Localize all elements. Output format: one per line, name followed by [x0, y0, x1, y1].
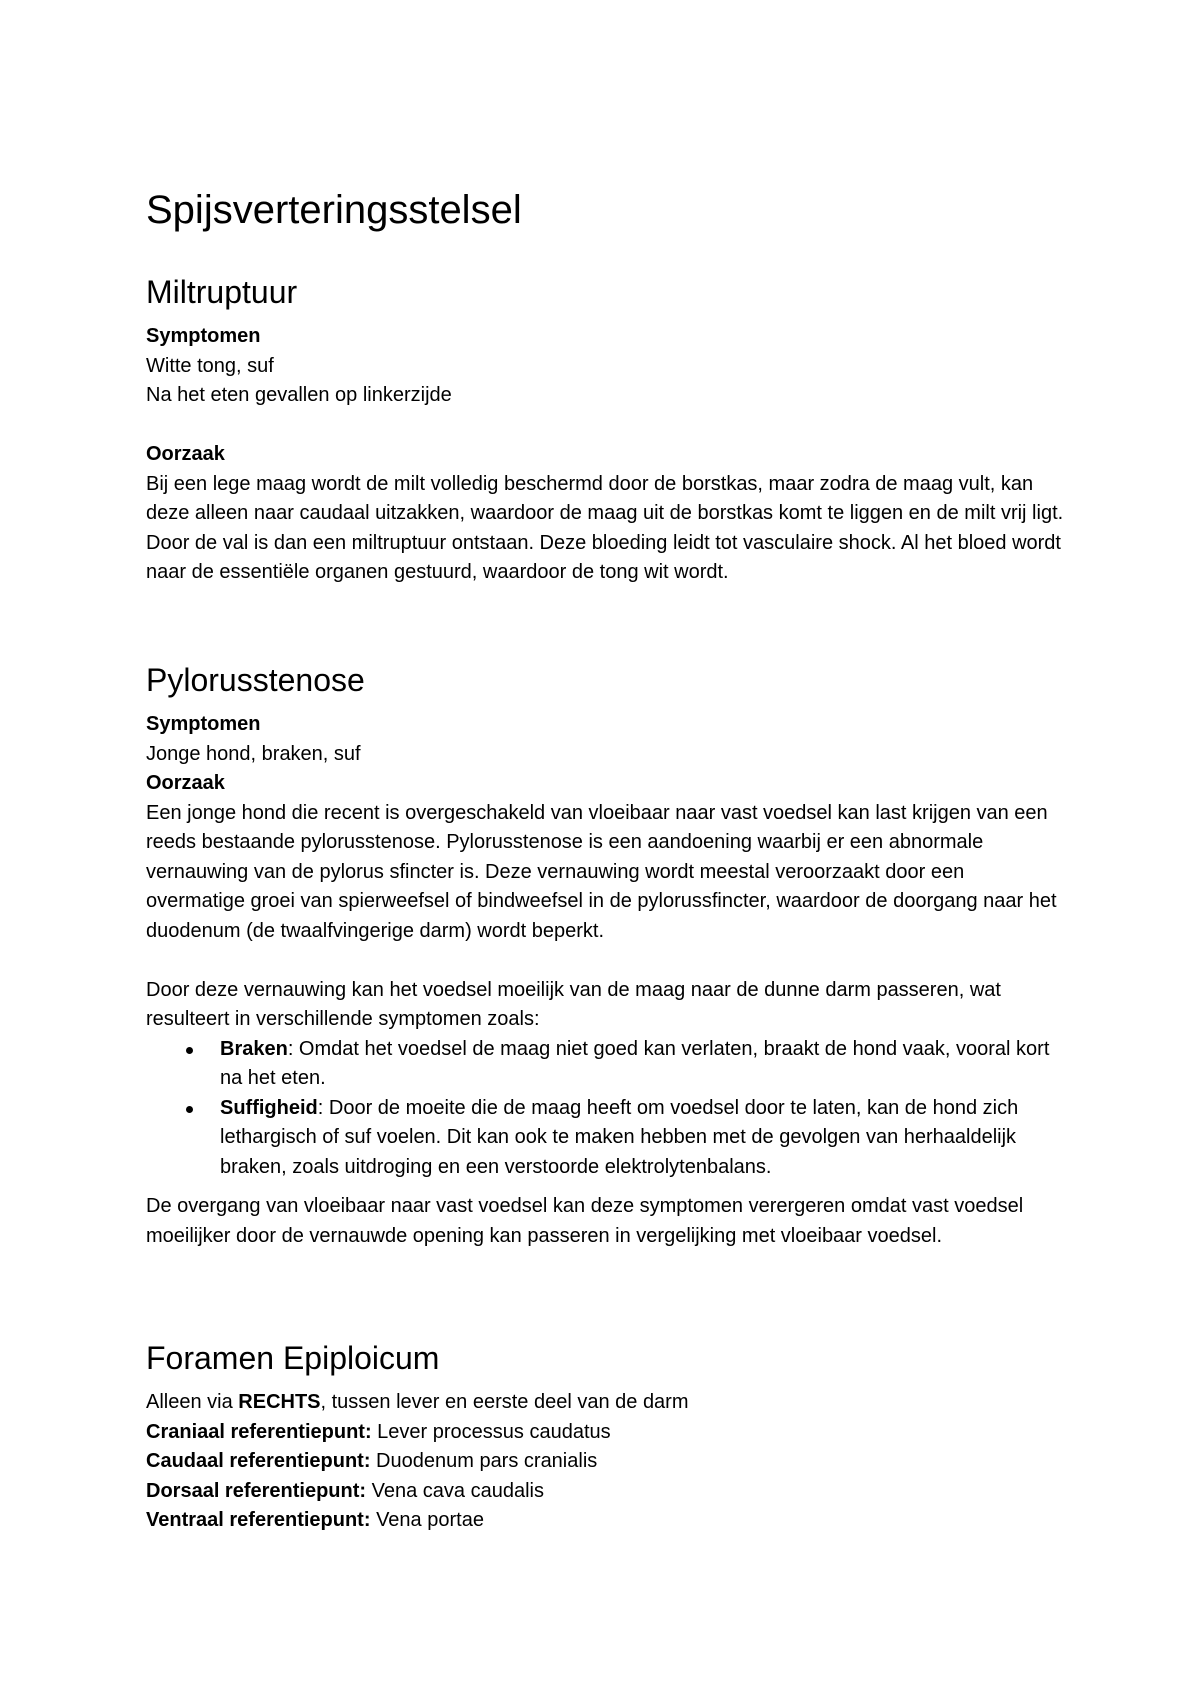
section-heading-pylorusstenose: Pylorusstenose: [146, 662, 365, 698]
reference-line-craniaal: [146, 1418, 1064, 1448]
foramen-intro: [146, 1388, 1064, 1418]
bullet-term: Braken: [220, 1037, 288, 1060]
reference-label: Caudaal referentiepunt:: [146, 1450, 371, 1472]
reference-value: Lever processus caudatus: [371, 1420, 611, 1443]
section-foramen-epiploicum: [146, 1338, 1064, 1536]
foramen-intro-bold: RECHTS: [238, 1391, 321, 1413]
bullet-icon: [186, 1047, 193, 1054]
oorzaak-label: Oorzaak: [146, 443, 225, 465]
reference-label: Ventraal referentiepunt:: [146, 1509, 371, 1531]
symptomen-label: Symptomen: [146, 713, 261, 735]
reference-value: Vena cava caudalis: [366, 1479, 544, 1502]
reference-label: Dorsaal referentiepunt:: [146, 1479, 367, 1502]
closing-text: De overgang van vloeibaar naar vast voedsel kan deze symptomen verergeren omdat vast voedsel moeilijker door de vernauwde opening kan passeren in vergelijking met vloeibaar voedsel.: [146, 1195, 1024, 1247]
reference-line-caudaal: [146, 1447, 1064, 1477]
oorzaak-text: Een jonge hond die recent is overgeschakeld van vloeibaar naar vast voedsel kan last krijgen van een reeds bestaande pylorusstenose. Pylorusstenose is een aandoening waarbij er een abnormale vernauwing van de pylorus sfincter is. Deze vernauwing wordt meestal veroorzaakt door een overmatige groei van spierweefsel of bindweefsel in de pylorussfincter, waardoor de doorgang naar het duodenum (de twaalfvingerige darm) wordt beperkt.: [146, 801, 1057, 942]
reference-value: Vena portae: [370, 1509, 484, 1531]
bullet-term: Suffigheid: [220, 1096, 318, 1119]
bullet-item-suffigheid: [220, 1094, 1064, 1183]
symptomen-label: Symptomen: [146, 325, 261, 347]
symptoms-intro-text: Door deze vernauwing kan het voedsel moeilijk van de maag naar de dunne darm passeren, wat resulteert in verschillende symptomen zoals:: [146, 978, 1001, 1030]
section-heading-miltruptuur: Miltruptuur: [146, 274, 298, 310]
section-miltruptuur: [146, 272, 1064, 588]
foramen-intro-post: , tussen lever en eerste deel van de darm: [320, 1391, 689, 1413]
section-heading-foramen-epiploicum: Foramen Epiploicum: [146, 1340, 440, 1376]
reference-value: Duodenum pars cranialis: [370, 1450, 598, 1472]
foramen-intro-pre: Alleen via: [146, 1391, 239, 1413]
reference-line-ventraal: [146, 1506, 1064, 1536]
symptomen-text: Jonge hond, braken, suf: [146, 742, 361, 765]
bullet-item-braken: [220, 1035, 1064, 1094]
symptoms-bullet-list: [146, 1035, 1064, 1183]
reference-line-dorsaal: [146, 1477, 1064, 1507]
oorzaak-text: Bij een lege maag wordt de milt volledig beschermd door de borstkas, maar zodra de maag vult, kan deze alleen naar caudaal uitzakken, waardoor de maag uit de borstkas komt te liggen en de milt vrij ligt. Door de val is dan een miltruptuur ontstaan. Deze bloeding leidt tot vasculaire shock. Al het bloed wordt naar de essentiële organen gestuurd, waardoor de tong wit wordt.: [146, 472, 1064, 583]
reference-label: Craniaal referentiepunt:: [146, 1420, 372, 1443]
section-pylorusstenose: [146, 660, 1064, 1251]
document-title: Spijsverteringsstelsel: [146, 188, 522, 232]
oorzaak-label: Oorzaak: [146, 772, 225, 794]
bullet-text: : Door de moeite die de maag heeft om voedsel door te laten, kan de hond zich lethargisch of suf voelen. Dit kan ook te maken hebben met de gevolgen van herhaaldelijk braken, zoals uitdroging en een verstoorde elektrolytenbalans.: [220, 1096, 1019, 1178]
symptomen-line: Witte tong, suf: [146, 354, 274, 377]
bullet-text: : Omdat het voedsel de maag niet goed kan verlaten, braakt de hond vaak, vooral kort na het eten.: [220, 1037, 1050, 1089]
bullet-icon: [186, 1106, 193, 1113]
symptomen-line: Na het eten gevallen op linkerzijde: [146, 384, 452, 406]
